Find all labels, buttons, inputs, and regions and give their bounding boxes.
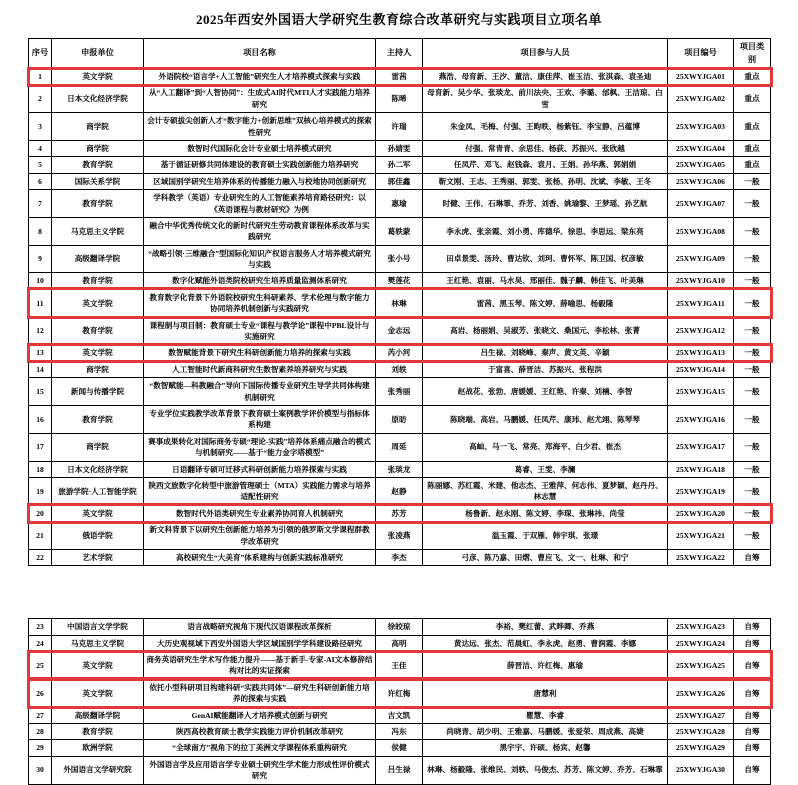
cell-members: 雷茜、黑玉琴、陈文婷、薛喻思、杨毅隆 — [423, 289, 668, 317]
cell-members: 吕生禄、刘晓峰、秦声、黄文英、辛颖 — [423, 345, 668, 361]
cell-seq: 14 — [29, 361, 52, 377]
cell-seq: 2 — [29, 85, 52, 113]
cell-members: 林琳、杨毅隆、张维民、刘轶、马俊杰、苏芳、陈文婷、乔芳、石琳霏 — [423, 756, 668, 784]
cell-host: 周延 — [376, 433, 423, 461]
cell-category: 一般 — [734, 405, 771, 433]
cell-members: 靳文刚、王志、王秀丽、郭雯、张杨、孙明、沈斌、李敏、王冬 — [423, 173, 668, 189]
cell-seq: 29 — [29, 740, 52, 756]
cell-name: 课程制与项目制：教育硕士专业“课程与教学论”课程中PBL设计与实施研究 — [144, 317, 376, 345]
cell-unit: 马克思主义学院 — [52, 635, 144, 651]
cell-host: 郭佳鑫 — [376, 173, 423, 189]
cell-host: 吉文凯 — [376, 707, 423, 723]
cell-unit: 教育学院 — [52, 157, 144, 173]
cell-unit: 日本文化经济学院 — [52, 461, 144, 477]
cell-category: 自筹 — [734, 756, 771, 784]
cell-category: 自筹 — [734, 619, 771, 635]
cell-code: 25XWYJGA03 — [668, 113, 734, 141]
cell-category: 一般 — [734, 289, 771, 317]
cell-category: 一般 — [734, 190, 771, 218]
header-code: 项目编号 — [668, 39, 734, 69]
projects-table — [28, 38, 771, 566]
table-row — [29, 378, 771, 406]
cell-category: 一般 — [734, 345, 771, 361]
header-seq: 序号 — [29, 39, 52, 69]
cell-seq: 5 — [29, 157, 52, 173]
cell-members: 陈丽娜、苏红霞、米建、他志杰、王雅萍、何志伟、夏梦颖、赵丹丹、林志慧 — [423, 477, 668, 505]
cell-members: 瞿慧、李睿 — [423, 707, 668, 723]
cell-seq: 8 — [29, 217, 52, 245]
table-row — [29, 140, 771, 156]
cell-name: 人工智能时代新商科研究生数智素养培养研究与实践 — [144, 361, 376, 377]
cell-members: 母育新、吴少华、张琰龙、前川法央、王欢、李璐、邰枫、王洁琼、白雪 — [423, 85, 668, 113]
table-row — [29, 190, 771, 218]
cell-category: 一般 — [734, 245, 771, 273]
cell-host: 许瑞 — [376, 113, 423, 141]
cell-category: 自筹 — [734, 635, 771, 651]
cell-code: 25XWYJGA14 — [668, 361, 734, 377]
cell-code: 25XWYJGA12 — [668, 317, 734, 345]
cell-unit: 英文学院 — [52, 289, 144, 317]
cell-seq: 13 — [29, 345, 52, 361]
cell-host: 高明 — [376, 635, 423, 651]
cell-unit: 国际关系学院 — [52, 173, 144, 189]
cell-category: 重点 — [734, 157, 771, 173]
table-row — [29, 405, 771, 433]
cell-unit: 高级翻译学院 — [52, 245, 144, 273]
cell-code: 25XWYJGA19 — [668, 477, 734, 505]
cell-seq: 21 — [29, 522, 52, 550]
cell-unit: 高级翻译学院 — [52, 707, 144, 723]
cell-members: 杨鲁新、赵永刚、陈文婷、李琛、张琳祎、尚莹 — [423, 505, 668, 521]
cell-name: 专业学位实践教学改革背景下教育硕士案例教学评价模型与指标体系构建 — [144, 405, 376, 433]
cell-host: 李杰 — [376, 549, 423, 565]
cell-seq: 9 — [29, 245, 52, 273]
cell-name: 依托小型科研项目构建科研“实践共同体”—研究生科研创新能力培养的探索与实践 — [144, 679, 376, 707]
cell-unit: 艺术学院 — [52, 549, 144, 565]
cell-host: 雷茜 — [376, 69, 423, 85]
cell-host: 葛轶蒙 — [376, 217, 423, 245]
table-row — [29, 113, 771, 141]
cell-host: 芮小河 — [376, 345, 423, 361]
cell-members: 李永虎、张亲霞、刘小勇、库德华、徐思、李思远、梁东亮 — [423, 217, 668, 245]
cell-category: 一般 — [734, 378, 771, 406]
cell-name: 日语翻译专硕可迁移式科研创新能力培养探索与实践 — [144, 461, 376, 477]
cell-host: 陈晞 — [376, 85, 423, 113]
cell-category: 自筹 — [734, 679, 771, 707]
cell-name: 陕西文旅数字化转型中旅游管理硕士（MTA）实践能力需求与培养适配性研究 — [144, 477, 376, 505]
cell-name: 融合中华优秀传统文化的新时代研究生劳动教育课程体系改革与实践研究 — [144, 217, 376, 245]
table-row — [29, 707, 771, 723]
cell-host: 王佳 — [376, 652, 423, 680]
cell-code: 25XWYJGA04 — [668, 140, 734, 156]
cell-code: 25XWYJGA01 — [668, 69, 734, 85]
cell-seq: 12 — [29, 317, 52, 345]
cell-members: 尚晓青、胡少明、王雅嘉、马鹏媛、张爱荣、周成燕、高婕 — [423, 724, 668, 740]
cell-unit: 旅游学院·人工智能学院 — [52, 477, 144, 505]
cell-code: 25XWYJGA16 — [668, 405, 734, 433]
cell-code: 25XWYJGA26 — [668, 679, 734, 707]
cell-seq: 28 — [29, 724, 52, 740]
cell-unit: 新闻与传播学院 — [52, 378, 144, 406]
cell-unit: 英文学院 — [52, 69, 144, 85]
cell-name: 数字化赋能外语类院校研究生培养质量监测体系研究 — [144, 273, 376, 289]
cell-host: 金志远 — [376, 317, 423, 345]
cell-unit: 英文学院 — [52, 345, 144, 361]
cell-unit: 英文学院 — [52, 505, 144, 521]
cell-code: 25XWYJGA22 — [668, 549, 734, 565]
cell-code: 25XWYJGA24 — [668, 635, 734, 651]
table-row — [29, 289, 771, 317]
table-row — [29, 522, 771, 550]
cell-host: 张小号 — [376, 245, 423, 273]
cell-members: 高屾、马一飞、常亮、郑海平、白少君、崔杰 — [423, 433, 668, 461]
table-row — [29, 619, 771, 635]
table-row — [29, 85, 771, 113]
cell-code: 25XWYJGA20 — [668, 505, 734, 521]
table-row — [29, 652, 771, 680]
cell-category: 一般 — [734, 522, 771, 550]
cell-host: 苏芳 — [376, 505, 423, 521]
cell-category: 一般 — [734, 217, 771, 245]
cell-seq: 17 — [29, 433, 52, 461]
table-row — [29, 157, 771, 173]
cell-unit: 商学院 — [52, 113, 144, 141]
cell-name: 从“人工翻译”到“人智协同”：生成式AI时代MTI人才实践能力培养研究 — [144, 85, 376, 113]
cell-code: 25XWYJGA13 — [668, 345, 734, 361]
cell-name: 赛事成果转化对国际商务专硕“理论-实践”培养体系痛点融合的模式与机制研究——基于“能力金字塔模型” — [144, 433, 376, 461]
cell-category: 自筹 — [734, 549, 771, 565]
table-row — [29, 273, 771, 289]
table-row — [29, 217, 771, 245]
cell-host: 张琰龙 — [376, 461, 423, 477]
cell-members: 高岩、杨丽娟、吴淑芳、张晓文、桑国元、李松林、张菁 — [423, 317, 668, 345]
header-category: 项目类别 — [734, 39, 771, 69]
cell-seq: 15 — [29, 378, 52, 406]
cell-unit: 外国语言文学研究院 — [52, 756, 144, 784]
cell-host: 吕生禄 — [376, 756, 423, 784]
cell-members: 王红艳、袁丽、马水昊、邢丽佳、魏子麟、韩佳飞、叶美琳 — [423, 273, 668, 289]
cell-name: 外语院校“语言学+人工智能”研究生人才培养模式探索与实践 — [144, 69, 376, 85]
cell-code: 25XWYJGA30 — [668, 756, 734, 784]
cell-host: 惠瑜 — [376, 190, 423, 218]
cell-category: 自筹 — [734, 652, 771, 680]
cell-unit: 教育学院 — [52, 190, 144, 218]
table-row — [29, 433, 771, 461]
table-row — [29, 679, 771, 707]
cell-code: 25XWYJGA21 — [668, 522, 734, 550]
cell-code: 25XWYJGA11 — [668, 289, 734, 317]
cell-code: 25XWYJGA29 — [668, 740, 734, 756]
cell-name: 语言战略研究视角下现代汉语课程改革探析 — [144, 619, 376, 635]
cell-seq: 18 — [29, 461, 52, 477]
cell-category: 自筹 — [734, 740, 771, 756]
table-row — [29, 69, 771, 85]
cell-unit: 商学院 — [52, 361, 144, 377]
cell-code: 25XWYJGA17 — [668, 433, 734, 461]
cell-members: 李裕、樊红蕾、武晔卿、乔燕 — [423, 619, 668, 635]
cell-category: 一般 — [734, 361, 771, 377]
cell-members: 唐慧利 — [423, 679, 668, 707]
cell-code: 25XWYJGA07 — [668, 190, 734, 218]
cell-members: 陈晓端、高岩、马鹏媛、任凤芹、康玮、赵尤翊、陈琴琴 — [423, 405, 668, 433]
cell-name: “战略引领·三维融合”型国际化知识产权语言服务人才培养模式研究与实践 — [144, 245, 376, 273]
cell-name: 会计专硕拔尖创新人才“数字能力+创新思维”双核心培养模式的探索性研究 — [144, 113, 376, 141]
cell-category: 一般 — [734, 173, 771, 189]
cell-code: 25XWYJGA18 — [668, 461, 734, 477]
cell-code: 25XWYJGA09 — [668, 245, 734, 273]
cell-code: 25XWYJGA08 — [668, 217, 734, 245]
header-project-name: 项目名称 — [144, 39, 376, 69]
cell-seq: 1 — [29, 69, 52, 85]
cell-members: 时健、王伟、石琳霏、乔芳、刘香、姚瑜黎、王梦瑶、孙艺航 — [423, 190, 668, 218]
cell-members: 弓彦、陈乃嘉、田熠、曹应飞、文一、杜琳、和宁 — [423, 549, 668, 565]
cell-unit: 英文学院 — [52, 679, 144, 707]
cell-members: 温玉霞、于双雁、韩宇琪、张璟 — [423, 522, 668, 550]
cell-host: 孙二军 — [376, 157, 423, 173]
cell-category: 重点 — [734, 113, 771, 141]
cell-name: 新文科背景下以研究生创新能力培养为引领的俄罗斯文学课程群教学改革研究 — [144, 522, 376, 550]
cell-category: 自筹 — [734, 724, 771, 740]
cell-code: 25XWYJGA28 — [668, 724, 734, 740]
cell-seq: 11 — [29, 289, 52, 317]
cell-members: 任凤芹、邓飞、赵钱森、袁月、王娟、孙华燕、郭娟娟 — [423, 157, 668, 173]
cell-host: 徐皎琼 — [376, 619, 423, 635]
cell-unit: 教育学院 — [52, 273, 144, 289]
cell-name: 数智时代外语类研究生专业素养协同育人机制研究 — [144, 505, 376, 521]
cell-code: 25XWYJGA25 — [668, 652, 734, 680]
table-row — [29, 505, 771, 521]
cell-code: 25XWYJGA10 — [668, 273, 734, 289]
header-members: 项目参与人员 — [423, 39, 668, 69]
cell-code: 25XWYJGA05 — [668, 157, 734, 173]
cell-name: 区域国别学研究生培养体系的传播能力融入与校地协同创新研究 — [144, 173, 376, 189]
cell-host: 林琳 — [376, 289, 423, 317]
projects-table-continued — [28, 618, 771, 784]
cell-name: “数智赋能—科教融合”导向下国际传播专业研究生导学共同体构建机制研究 — [144, 378, 376, 406]
cell-members: 田卓景雯、汤玲、曹达钦、刘珂、曹怀军、陈卫国、权彦敏 — [423, 245, 668, 273]
cell-name: 大历史观视域下西安外国语大学区域国别学学科建设路径研究 — [144, 635, 376, 651]
cell-seq: 20 — [29, 505, 52, 521]
cell-host: 刘轶 — [376, 361, 423, 377]
cell-seq: 6 — [29, 173, 52, 189]
cell-category: 一般 — [734, 477, 771, 505]
cell-members: 朱金凤、毛梅、付强、王畇昳、杨紫钰、李宝静、吕蕴博 — [423, 113, 668, 141]
cell-members: 黄达远、张杰、范晨虹、李永虎、赵勇、曹润霞、李娜 — [423, 635, 668, 651]
header-row — [29, 39, 771, 69]
projects-table-body-1 — [29, 69, 771, 566]
header-unit: 申报单位 — [52, 39, 144, 69]
cell-category: 重点 — [734, 85, 771, 113]
cell-unit: 日本文化经济学院 — [52, 85, 144, 113]
cell-name: 外国语言学及应用语言学专业硕士研究生学术能力形成性评价模式研究 — [144, 756, 376, 784]
cell-name: 高校研究生“大美育”体系建构与创新实践标准研究 — [144, 549, 376, 565]
cell-name: 基于循证研修共同体建设的教育硕士实践创新能力培养研究 — [144, 157, 376, 173]
cell-name: 陕西高校教育硕士教学实践能力评价机制改革研究 — [144, 724, 376, 740]
cell-host: 赵静 — [376, 477, 423, 505]
cell-name: 数智时代国际化会计专业硕士培养模式研究 — [144, 140, 376, 156]
cell-unit: 英文学院 — [52, 652, 144, 680]
cell-host: 原昉 — [376, 405, 423, 433]
cell-category: 一般 — [734, 433, 771, 461]
cell-seq: 16 — [29, 405, 52, 433]
cell-members: 葛睿、王雯、李澜 — [423, 461, 668, 477]
cell-seq: 30 — [29, 756, 52, 784]
cell-seq: 19 — [29, 477, 52, 505]
table-row — [29, 461, 771, 477]
table-row — [29, 173, 771, 189]
cell-unit: 商学院 — [52, 140, 144, 156]
table-row — [29, 549, 771, 565]
cell-members: 付强、常青青、余思佳、杨荻、苏振兴、张欣越 — [423, 140, 668, 156]
cell-category: 重点 — [734, 140, 771, 156]
cell-code: 25XWYJGA23 — [668, 619, 734, 635]
cell-code: 25XWYJGA15 — [668, 378, 734, 406]
cell-name: “全球南方”视角下的拉丁美洲文学课程体系重构研究 — [144, 740, 376, 756]
table-row — [29, 245, 771, 273]
table-row — [29, 756, 771, 784]
cell-seq: 23 — [29, 619, 52, 635]
cell-host: 冯东 — [376, 724, 423, 740]
cell-host: 侯健 — [376, 740, 423, 756]
cell-name: 数智赋能背景下研究生科研创新能力培养的探索与实践 — [144, 345, 376, 361]
table-row — [29, 740, 771, 756]
cell-category: 一般 — [734, 505, 771, 521]
table-row — [29, 477, 771, 505]
cell-seq: 3 — [29, 113, 52, 141]
cell-seq: 10 — [29, 273, 52, 289]
cell-members: 薛晋洁、许红梅、惠瑜 — [423, 652, 668, 680]
cell-category: 一般 — [734, 273, 771, 289]
cell-members: 于富喜、薛晋洁、苏振兴、张程洪 — [423, 361, 668, 377]
table-row — [29, 635, 771, 651]
cell-seq: 26 — [29, 679, 52, 707]
cell-members: 燕浩、母育新、王汐、董洁、康佳萍、崔玉洁、张淇森、袁圣迪 — [423, 69, 668, 85]
cell-host: 孙婧雯 — [376, 140, 423, 156]
cell-name: 学科教学（英语）专业研究生的人工智能素养培育路径研究：以《英语课程与教材研究》为例 — [144, 190, 376, 218]
cell-name: 商务英语研究生学术写作能力提升——基于新手-专家-AI文本修辞结构对比的实证探索 — [144, 652, 376, 680]
cell-name: GenAI赋能翻译人才培养模式创新与研究 — [144, 707, 376, 723]
table-row — [29, 317, 771, 345]
cell-members: 赵战花、张勃、唐媛媛、王红艳、许秦、刘楠、李智 — [423, 378, 668, 406]
cell-category: 一般 — [734, 317, 771, 345]
page-title: 2025年西安外国语大学研究生教育综合改革研究与实践项目立项名单 — [195, 12, 602, 27]
cell-category: 一般 — [734, 461, 771, 477]
cell-unit: 中国语言文学学院 — [52, 619, 144, 635]
projects-table-body-2 — [29, 619, 771, 784]
cell-seq: 27 — [29, 707, 52, 723]
cell-members: 黑宇宇、许硕、杨宾、赵馨 — [423, 740, 668, 756]
cell-code: 25XWYJGA02 — [668, 85, 734, 113]
cell-code: 25XWYJGA27 — [668, 707, 734, 723]
cell-host: 张凌燕 — [376, 522, 423, 550]
cell-host: 樊莲花 — [376, 273, 423, 289]
cell-unit: 欧洲学院 — [52, 740, 144, 756]
cell-unit: 马克思主义学院 — [52, 217, 144, 245]
cell-name: 教育数字化背景下外语院校研究生科研素养、学术伦理与数字能力协同培养机制创新与实践研究 — [144, 289, 376, 317]
cell-seq: 7 — [29, 190, 52, 218]
cell-category: 重点 — [734, 69, 771, 85]
cell-seq: 4 — [29, 140, 52, 156]
table-row — [29, 345, 771, 361]
cell-host: 许红梅 — [376, 679, 423, 707]
table-row — [29, 724, 771, 740]
cell-code: 25XWYJGA06 — [668, 173, 734, 189]
cell-unit: 教育学院 — [52, 405, 144, 433]
cell-seq: 24 — [29, 635, 52, 651]
cell-unit: 商学院 — [52, 433, 144, 461]
table-row — [29, 361, 771, 377]
cell-unit: 教育学院 — [52, 724, 144, 740]
cell-unit: 教育学院 — [52, 317, 144, 345]
cell-seq: 25 — [29, 652, 52, 680]
cell-seq: 22 — [29, 549, 52, 565]
header-host: 主持人 — [376, 39, 423, 69]
cell-unit: 俄语学院 — [52, 522, 144, 550]
cell-category: 自筹 — [734, 707, 771, 723]
cell-host: 张秀丽 — [376, 378, 423, 406]
